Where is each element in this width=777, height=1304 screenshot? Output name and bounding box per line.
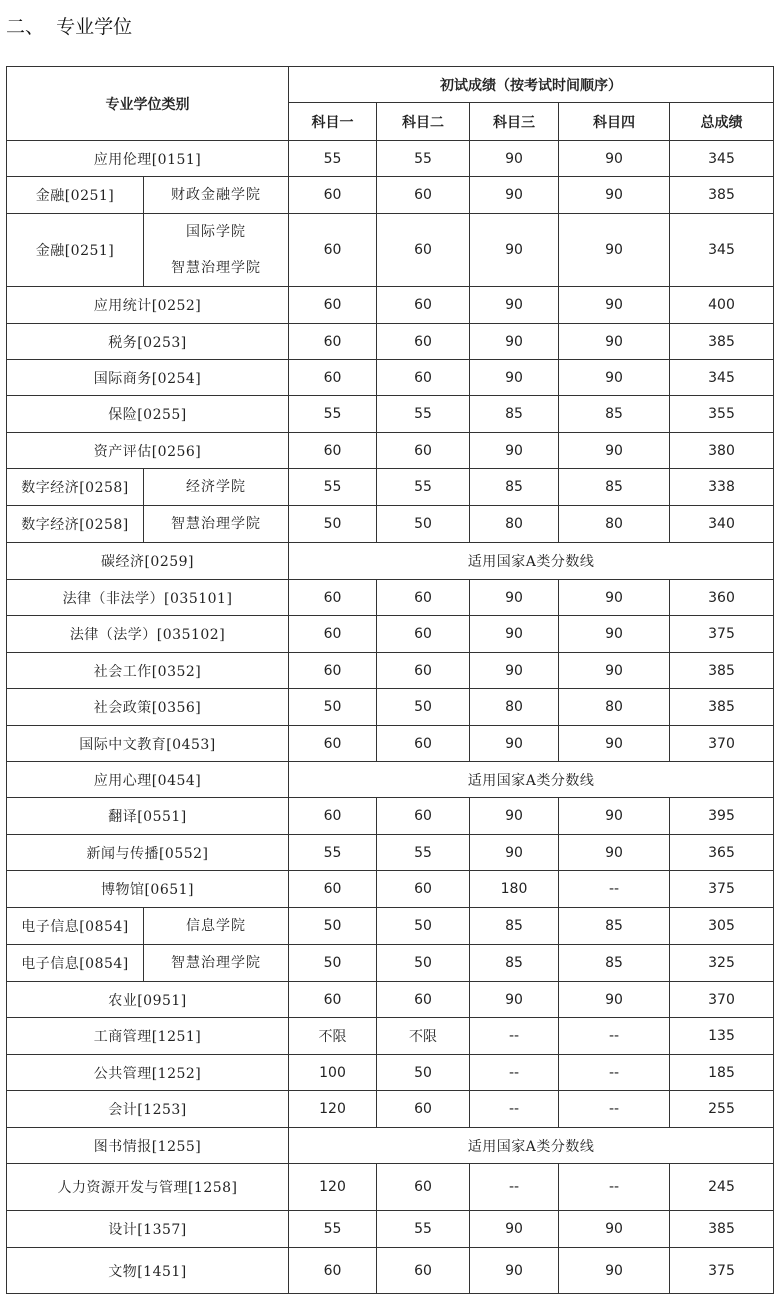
category-cell: 翻译[0551] (7, 798, 289, 835)
category-cell: 法律（法学）[035102] (7, 616, 289, 653)
subject-4-score: -- (559, 871, 670, 908)
total-score: 338 (670, 469, 774, 506)
subject-4-score: 90 (559, 835, 670, 871)
subject-2-score: 60 (377, 1248, 470, 1294)
subject-3-score: 90 (470, 433, 559, 469)
total-score: 370 (670, 726, 774, 762)
total-score: 400 (670, 287, 774, 324)
subject-3-score: 85 (470, 908, 559, 945)
subject-4-score: 85 (559, 469, 670, 506)
table-row (7, 726, 774, 762)
category-cell: 博物馆[0651] (7, 871, 289, 908)
school-name: 经济学院 (186, 479, 246, 495)
school-name: 智慧治理学院 (171, 516, 261, 532)
subject-4-score: 85 (559, 908, 670, 945)
table-row (7, 324, 774, 360)
subject-3-score: 90 (470, 653, 559, 689)
section-title: 二、 专业学位 (6, 16, 133, 38)
category-cell: 国际商务[0254] (7, 360, 289, 396)
table-row (7, 1164, 774, 1211)
category-cell: 法律（非法学）[035101] (7, 580, 289, 616)
subject-1-score: 60 (289, 287, 377, 324)
subject-2-score: 55 (377, 141, 470, 177)
subject-2-score: 60 (377, 360, 470, 396)
subject-2-score: 60 (377, 616, 470, 653)
subject-3-score: 90 (470, 616, 559, 653)
score-group-header: 初试成绩（按考试时间顺序） (289, 67, 774, 103)
total-score: 360 (670, 580, 774, 616)
subject-2-score: 60 (377, 982, 470, 1018)
school-name: 智慧治理学院 (171, 260, 261, 276)
school-name: 信息学院 (186, 918, 246, 934)
subject-4-score: 90 (559, 726, 670, 762)
school-name: 智慧治理学院 (171, 955, 261, 971)
category-cell: 人力资源开发与管理[1258] (7, 1164, 289, 1211)
total-header: 总成绩 (670, 103, 774, 141)
category-cell: 公共管理[1252] (7, 1055, 289, 1091)
table-row (7, 835, 774, 871)
subject-2-score: 50 (377, 689, 470, 726)
table-row (7, 287, 774, 324)
subject-3-score: -- (470, 1091, 559, 1128)
category-cell: 国际中文教育[0453] (7, 726, 289, 762)
subject-2-score: 60 (377, 653, 470, 689)
subject-2-header: 科目二 (377, 103, 470, 141)
subject-2-score: 60 (377, 798, 470, 835)
subject-2-score: 60 (377, 726, 470, 762)
category-cell: 应用伦理[0151] (7, 141, 289, 177)
subject-3-score: 90 (470, 287, 559, 324)
table-row (7, 580, 774, 616)
category-cell: 数字经济[0258] (7, 469, 144, 506)
subject-1-score: 55 (289, 141, 377, 177)
header-row-group (7, 67, 774, 103)
subject-1-header: 科目一 (289, 103, 377, 141)
table-row (7, 214, 774, 287)
category-cell: 社会工作[0352] (7, 653, 289, 689)
category-cell: 电子信息[0854] (7, 945, 144, 982)
total-score: 385 (670, 324, 774, 360)
subject-4-score: 90 (559, 287, 670, 324)
subject-3-score: -- (470, 1018, 559, 1055)
subject-1-score: 60 (289, 177, 377, 214)
subject-2-score: 不限 (377, 1018, 470, 1055)
subject-4-score: 90 (559, 798, 670, 835)
table-row (7, 1018, 774, 1055)
subject-4-score: 80 (559, 506, 670, 543)
subject-3-header: 科目三 (470, 103, 559, 141)
subject-1-score: 60 (289, 798, 377, 835)
subject-2-score: 50 (377, 945, 470, 982)
subject-4-score: 90 (559, 982, 670, 1018)
subject-4-score: 90 (559, 1211, 670, 1248)
subject-1-score: 60 (289, 871, 377, 908)
subject-1-score: 60 (289, 324, 377, 360)
total-score: 185 (670, 1055, 774, 1091)
subject-4-score: 90 (559, 580, 670, 616)
subject-2-score: 55 (377, 469, 470, 506)
subject-1-score: 55 (289, 396, 377, 433)
total-score: 380 (670, 433, 774, 469)
subject-2-score: 60 (377, 214, 470, 287)
subject-2-score: 55 (377, 396, 470, 433)
category-header: 专业学位类别 (7, 67, 289, 141)
total-score: 325 (670, 945, 774, 982)
subject-1-score: 100 (289, 1055, 377, 1091)
subject-2-score: 55 (377, 1211, 470, 1248)
subject-3-score: 90 (470, 835, 559, 871)
subject-4-score: 85 (559, 396, 670, 433)
subject-1-score: 50 (289, 908, 377, 945)
school-cell (144, 214, 289, 287)
subject-1-score: 55 (289, 469, 377, 506)
subject-3-score: 85 (470, 945, 559, 982)
subject-1-score: 50 (289, 506, 377, 543)
subject-3-score: 90 (470, 360, 559, 396)
subject-4-score: 90 (559, 177, 670, 214)
table-row (7, 1055, 774, 1091)
category-cell: 农业[0951] (7, 982, 289, 1018)
category-cell: 应用心理[0454] (7, 762, 289, 798)
subject-4-score: -- (559, 1018, 670, 1055)
total-score: 385 (670, 653, 774, 689)
subject-3-score: -- (470, 1055, 559, 1091)
subject-4-score: 90 (559, 653, 670, 689)
total-score: 375 (670, 1248, 774, 1294)
subject-1-score: 60 (289, 616, 377, 653)
category-cell: 保险[0255] (7, 396, 289, 433)
total-score: 355 (670, 396, 774, 433)
subject-2-score: 60 (377, 871, 470, 908)
subject-2-score: 60 (377, 324, 470, 360)
national-line-note: 适用国家A类分数线 (289, 762, 774, 798)
table-row (7, 798, 774, 835)
subject-1-score: 55 (289, 1211, 377, 1248)
subject-1-score: 60 (289, 580, 377, 616)
total-score: 395 (670, 798, 774, 835)
table-row (7, 177, 774, 214)
subject-3-score: 90 (470, 214, 559, 287)
table-row (7, 871, 774, 908)
subject-1-score: 60 (289, 1248, 377, 1294)
subject-4-score: 90 (559, 324, 670, 360)
table-row (7, 543, 774, 580)
table-row (7, 469, 774, 506)
total-score: 365 (670, 835, 774, 871)
school-cell (144, 177, 289, 214)
subject-3-score: 90 (470, 177, 559, 214)
school-name: 国际学院 (186, 224, 246, 240)
total-score: 375 (670, 871, 774, 908)
category-cell: 税务[0253] (7, 324, 289, 360)
category-cell: 数字经济[0258] (7, 506, 144, 543)
subject-2-score: 60 (377, 1164, 470, 1211)
category-cell: 工商管理[1251] (7, 1018, 289, 1055)
table-row (7, 689, 774, 726)
total-score: 305 (670, 908, 774, 945)
category-cell: 金融[0251] (7, 177, 144, 214)
subject-4-header: 科目四 (559, 103, 670, 141)
school-name: 财政金融学院 (171, 187, 261, 203)
table-row (7, 1248, 774, 1294)
table-row (7, 360, 774, 396)
subject-4-score: -- (559, 1164, 670, 1211)
category-cell: 资产评估[0256] (7, 433, 289, 469)
subject-1-score: 50 (289, 689, 377, 726)
subject-3-score: 90 (470, 982, 559, 1018)
table-row (7, 982, 774, 1018)
total-score: 345 (670, 141, 774, 177)
category-cell: 设计[1357] (7, 1211, 289, 1248)
subject-1-score: 60 (289, 433, 377, 469)
subject-3-score: 85 (470, 469, 559, 506)
category-cell: 应用统计[0252] (7, 287, 289, 324)
total-score: 345 (670, 360, 774, 396)
category-cell: 社会政策[0356] (7, 689, 289, 726)
subject-4-score: 90 (559, 616, 670, 653)
subject-2-score: 50 (377, 506, 470, 543)
subject-1-score: 60 (289, 726, 377, 762)
total-score: 245 (670, 1164, 774, 1211)
category-cell: 电子信息[0854] (7, 908, 144, 945)
subject-3-score: 80 (470, 689, 559, 726)
table-body (7, 141, 774, 1294)
table-row (7, 1091, 774, 1128)
subject-4-score: 85 (559, 945, 670, 982)
table-row (7, 762, 774, 798)
subject-2-score: 50 (377, 1055, 470, 1091)
subject-1-score: 120 (289, 1164, 377, 1211)
subject-1-score: 55 (289, 835, 377, 871)
subject-4-score: 80 (559, 689, 670, 726)
table-row (7, 506, 774, 543)
subject-2-score: 60 (377, 177, 470, 214)
subject-1-score: 120 (289, 1091, 377, 1128)
subject-1-score: 60 (289, 214, 377, 287)
subject-4-score: -- (559, 1055, 670, 1091)
table-row (7, 396, 774, 433)
subject-1-score: 60 (289, 653, 377, 689)
category-cell: 新闻与传播[0552] (7, 835, 289, 871)
subject-3-score: 90 (470, 141, 559, 177)
subject-3-score: 90 (470, 1248, 559, 1294)
subject-4-score: 90 (559, 1248, 670, 1294)
total-score: 370 (670, 982, 774, 1018)
subject-3-score: 90 (470, 1211, 559, 1248)
subject-3-score: 90 (470, 580, 559, 616)
table-row (7, 653, 774, 689)
subject-2-score: 50 (377, 908, 470, 945)
subject-1-score: 60 (289, 360, 377, 396)
table-row (7, 1128, 774, 1164)
subject-3-score: 80 (470, 506, 559, 543)
total-score: 255 (670, 1091, 774, 1128)
national-line-note: 适用国家A类分数线 (289, 543, 774, 580)
subject-1-score: 60 (289, 982, 377, 1018)
subject-4-score: 90 (559, 433, 670, 469)
subject-1-score: 不限 (289, 1018, 377, 1055)
subject-3-score: 90 (470, 726, 559, 762)
subject-3-score: -- (470, 1164, 559, 1211)
score-table (6, 66, 774, 1294)
subject-4-score: 90 (559, 141, 670, 177)
subject-3-score: 90 (470, 798, 559, 835)
category-cell: 金融[0251] (7, 214, 144, 287)
subject-4-score: 90 (559, 214, 670, 287)
total-score: 385 (670, 1211, 774, 1248)
subject-2-score: 55 (377, 835, 470, 871)
table-row (7, 141, 774, 177)
total-score: 375 (670, 616, 774, 653)
total-score: 340 (670, 506, 774, 543)
subject-3-score: 85 (470, 396, 559, 433)
subject-4-score: -- (559, 1091, 670, 1128)
subject-1-score: 50 (289, 945, 377, 982)
school-cell (144, 506, 289, 543)
school-cell (144, 469, 289, 506)
national-line-note: 适用国家A类分数线 (289, 1128, 774, 1164)
category-cell: 文物[1451] (7, 1248, 289, 1294)
table-row (7, 616, 774, 653)
subject-2-score: 60 (377, 287, 470, 324)
subject-4-score: 90 (559, 360, 670, 396)
table-row (7, 945, 774, 982)
total-score: 385 (670, 689, 774, 726)
subject-2-score: 60 (377, 1091, 470, 1128)
category-cell: 碳经济[0259] (7, 543, 289, 580)
subject-3-score: 90 (470, 324, 559, 360)
category-cell: 图书情报[1255] (7, 1128, 289, 1164)
table-row (7, 908, 774, 945)
table-row (7, 433, 774, 469)
total-score: 385 (670, 177, 774, 214)
school-cell (144, 945, 289, 982)
category-cell: 会计[1253] (7, 1091, 289, 1128)
school-cell (144, 908, 289, 945)
table-row (7, 1211, 774, 1248)
subject-2-score: 60 (377, 433, 470, 469)
total-score: 345 (670, 214, 774, 287)
subject-3-score: 180 (470, 871, 559, 908)
total-score: 135 (670, 1018, 774, 1055)
subject-2-score: 60 (377, 580, 470, 616)
